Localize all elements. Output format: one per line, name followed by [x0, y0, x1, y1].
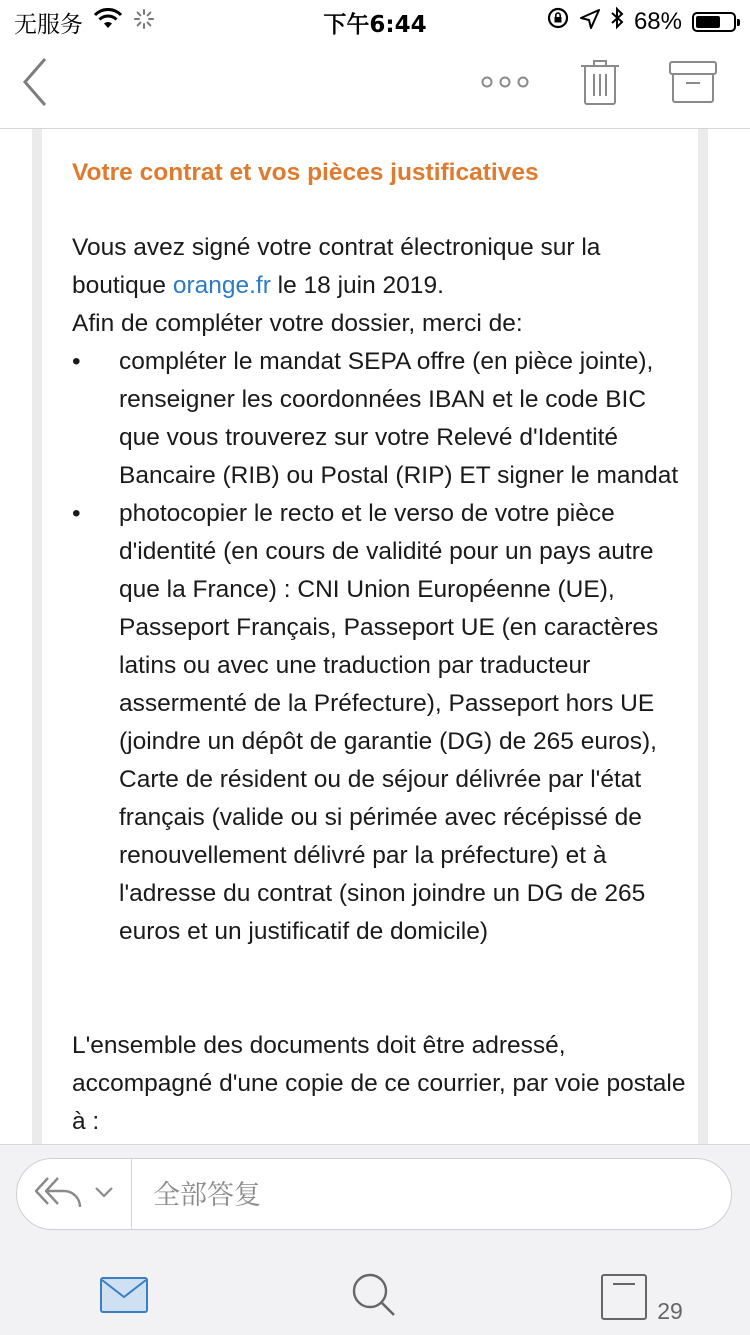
calendar-icon [601, 1274, 683, 1324]
tab-bar [0, 1257, 750, 1335]
list-item [72, 495, 692, 951]
intro-line-2 [72, 267, 692, 305]
battery-percent: 68% [633, 7, 682, 35]
bluetooth-icon [610, 6, 624, 37]
delete-button[interactable] [570, 40, 630, 128]
intro-date-text: le 18 juin 2019. [270, 272, 444, 299]
bullet-marker: • [72, 348, 81, 375]
tab-calendar[interactable] [589, 1267, 683, 1327]
more-button[interactable] [475, 40, 535, 128]
intro-text: boutique [72, 272, 173, 299]
reply-options-button[interactable] [17, 1159, 132, 1229]
bottom-toolbar [0, 1144, 750, 1335]
status-right [546, 6, 736, 37]
calendar-day: 29 [657, 1298, 683, 1324]
reply-all-input[interactable] [151, 1159, 715, 1231]
bullet-text: photocopier le recto et le verso de votre pièce d'identité (en cours de validité pour un pays autre que la France) : CNI Union Européenne (UE), Passeport Français, Passeport UE (en caractères latins ou avec une traduction par traducteur assermenté de la Préfecture), Passeport hors UE (joindre un dépôt de garantie (DG) de 265 euros), Carte de résident ou de séjour délivrée par l'état français (valide ou si périmée avec récépissé de renouvellement délivré par la préfecture) et à l'adresse du contrat (sinon joindre un DG de 265 euros et un justificatif de domicile) [119, 500, 659, 945]
bullet-list [72, 343, 692, 951]
search-icon [351, 1272, 397, 1323]
more-icon [480, 75, 530, 94]
back-chevron-icon [21, 57, 49, 112]
battery-icon [692, 12, 736, 32]
tab-mail[interactable] [89, 1267, 159, 1327]
location-icon [580, 8, 600, 36]
status-time: 下午6:44 [323, 12, 427, 38]
message-body-scroll[interactable] [0, 129, 750, 1144]
bullet-marker: • [72, 500, 81, 527]
section-heading: Votre contrat et vos pièces justificatives [72, 159, 539, 186]
closing-paragraph: L'ensemble des documents doit être adressé, accompagné d'une copie de ce courrier, par voie postale à : [72, 1032, 686, 1135]
back-button[interactable] [10, 40, 60, 128]
tab-search[interactable] [339, 1267, 409, 1327]
archive-button[interactable] [662, 40, 724, 128]
archive-icon [669, 60, 717, 109]
chevron-down-icon [94, 1185, 114, 1203]
carrier-label: 无服务 [14, 12, 83, 38]
reply-box [16, 1158, 732, 1230]
intro-line-1: Vous avez signé votre contrat électronique sur la [72, 234, 601, 261]
intro-line-3: Afin de compléter votre dossier, merci de: [72, 310, 523, 337]
trash-icon [580, 58, 620, 111]
lock-rotation-icon [546, 6, 570, 37]
intro-paragraph [72, 229, 692, 343]
orange-link[interactable]: orange.fr [172, 272, 271, 299]
reply-all-icon [34, 1174, 84, 1215]
navigation-bar [0, 40, 750, 129]
status-bar [0, 0, 750, 40]
bullet-text: compléter le mandat SEPA offre (en pièce jointe), renseigner les coordonnées IBAN et le code BIC que vous trouverez sur votre Relevé d'Identité Bancaire (RIB) ou Postal (RIP) ET signer le mandat [119, 348, 679, 489]
mail-icon [100, 1277, 148, 1318]
list-item [72, 343, 692, 495]
